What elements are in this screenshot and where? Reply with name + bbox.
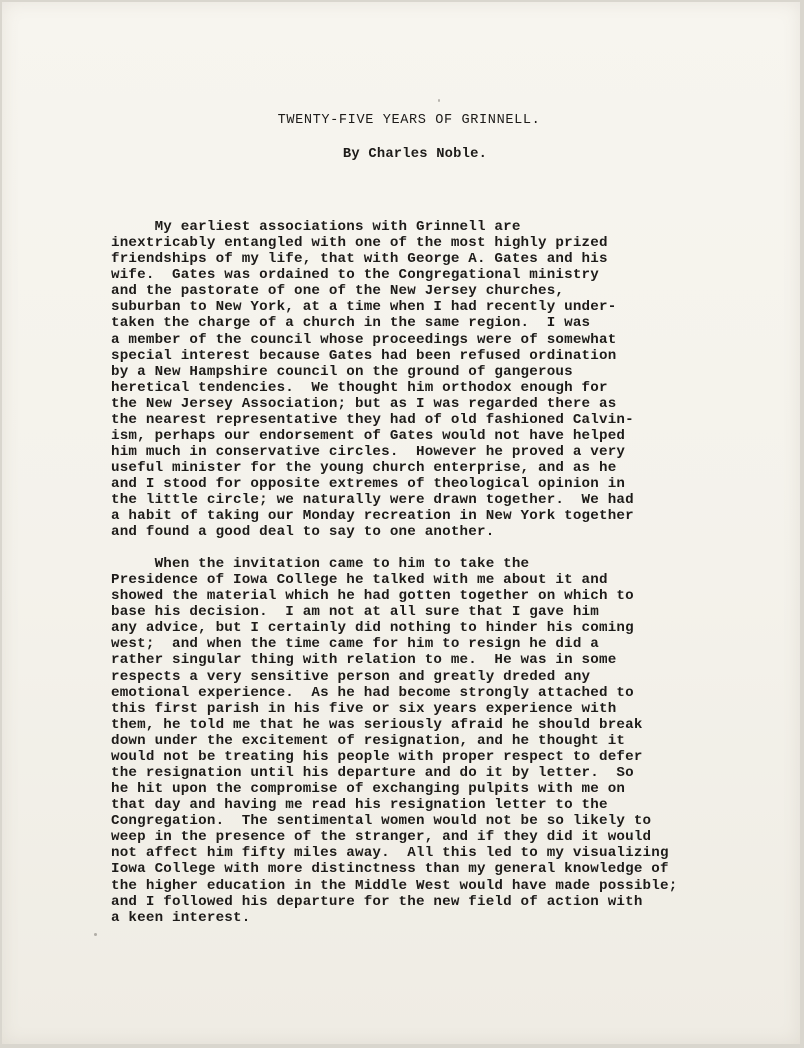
text-line: and I followed his departure for the new field of action with — [111, 893, 643, 910]
text-line: heretical tendencies. We thought him orthodox enough for — [111, 379, 608, 396]
text-line: the New Jersey Association; but as I was regarded there as — [111, 395, 617, 412]
text-line: weep in the presence of the stranger, and if they did it would — [111, 829, 652, 846]
text-line: the resignation until his departure and do it by letter. So — [111, 765, 634, 782]
paragraph-2 — [111, 556, 751, 926]
text-line: rather singular thing with relation to me. He was in some — [111, 652, 617, 669]
text-line: wife. Gates was ordained to the Congregational ministry — [111, 267, 599, 284]
text-line: Iowa College with more distinctness than my general knowledge of — [111, 861, 669, 878]
text-line: a member of the council whose proceedings were of somewhat — [111, 331, 617, 348]
text-line: useful minister for the young church enterprise, and as he — [111, 460, 617, 477]
text-line: special interest because Gates had been refused ordination — [111, 347, 617, 364]
text-line: a habit of taking our Monday recreation in New York together — [111, 508, 634, 525]
text-line: showed the material which he had gotten together on which to — [111, 588, 634, 605]
paragraph-1 — [111, 219, 751, 541]
paper-speck — [94, 933, 97, 936]
text-line: base his decision. I am not at all sure that I gave him — [111, 604, 599, 621]
text-line: and I stood for opposite extremes of theological opinion in — [111, 476, 626, 493]
text-line: the nearest representative they had of old fashioned Calvin- — [111, 411, 634, 428]
text-line: suburban to New York, at a time when I had recently under- — [111, 299, 617, 316]
text-line: him much in conservative circles. However he proved a very — [111, 444, 626, 461]
document-title: TWENTY-FIVE YEARS OF GRINNELL. — [277, 113, 541, 128]
text-line: them, he told me that he was seriously afraid he should break — [111, 716, 643, 733]
text-line: taken the charge of a church in the same region. I was — [111, 315, 591, 332]
text-line: the higher education in the Middle West would have made possible; — [111, 877, 678, 894]
text-line: a keen interest. — [111, 909, 251, 926]
paper-speck — [438, 99, 440, 102]
text-line: down under the excitement of resignation, and he thought it — [111, 732, 626, 749]
text-line: the little circle; we naturally were drawn together. We had — [111, 492, 634, 509]
text-line: ism, perhaps our endorsement of Gates would not have helped — [111, 428, 626, 445]
document-byline: By Charles Noble. — [342, 147, 488, 162]
text-line: When the invitation came to him to take the — [111, 556, 530, 572]
text-line: this first parish in his five or six years experience with — [111, 700, 617, 717]
text-line: My earliest associations with Grinnell are — [111, 219, 521, 235]
text-line: and found a good deal to say to one another. — [111, 524, 495, 541]
text-line: by a New Hampshire council on the ground of gangerous — [111, 363, 573, 380]
text-line: he hit upon the compromise of exchanging pulpits with me on — [111, 781, 626, 798]
text-line: any advice, but I certainly did nothing to hinder his coming — [111, 620, 634, 637]
text-line: not affect him fifty miles away. All this led to my visualizing — [111, 845, 669, 862]
text-line: would not be treating his people with proper respect to defer — [111, 748, 643, 765]
text-line: west; and when the time came for him to resign he did a — [111, 636, 599, 653]
text-line: that day and having me read his resignation letter to the — [111, 797, 608, 814]
text-line: Presidence of Iowa College he talked with me about it and — [111, 572, 608, 589]
text-line: and the pastorate of one of the New Jersey churches, — [111, 283, 565, 300]
text-line: emotional experience. As he had become strongly attached to — [111, 684, 634, 701]
typed-page — [2, 2, 800, 1044]
text-line: respects a very sensitive person and greatly dreded any — [111, 668, 591, 685]
text-line: friendships of my life, that with George A. Gates and his — [111, 251, 608, 268]
text-line: inextricably entangled with one of the most highly prized — [111, 235, 608, 252]
text-line: Congregation. The sentimental women would not be so likely to — [111, 813, 652, 830]
